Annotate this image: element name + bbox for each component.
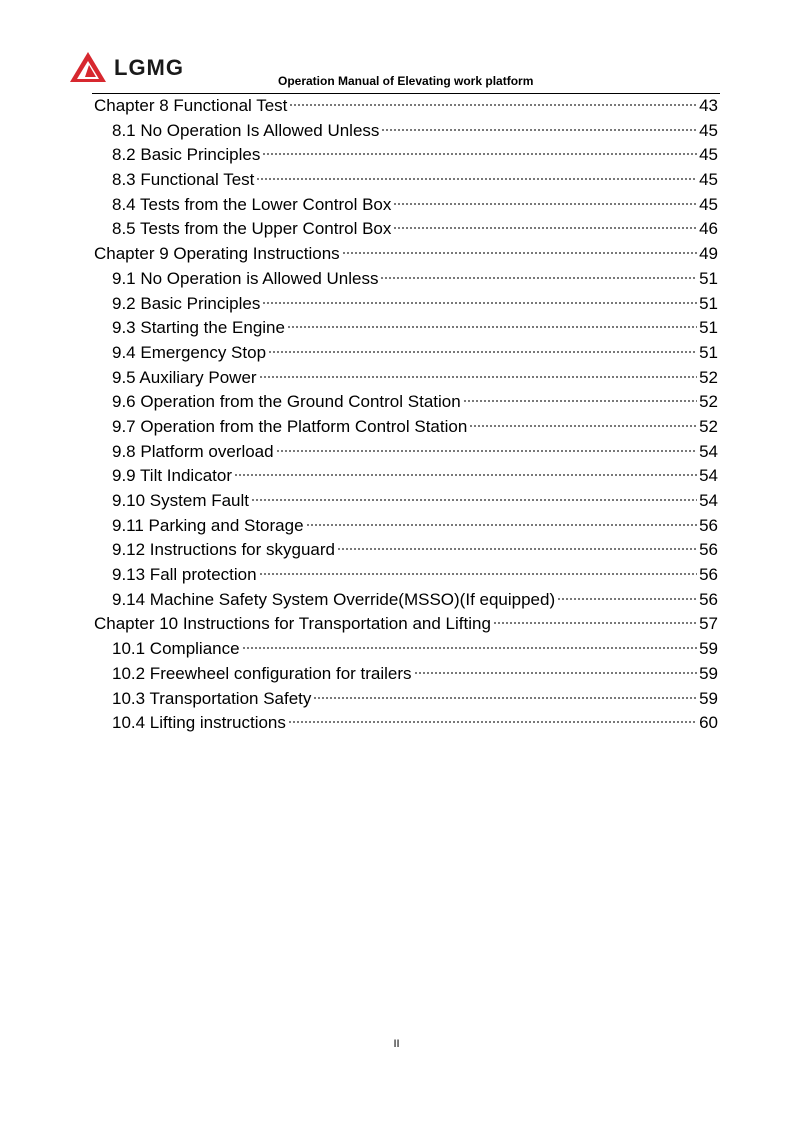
toc-entry-page: 52 [699, 416, 718, 436]
toc-dot-leader [463, 399, 697, 403]
toc-section-entry[interactable] [92, 366, 718, 391]
toc-dot-leader [393, 226, 697, 230]
toc-entry-page: 51 [699, 342, 718, 362]
toc-entry-label: 8.3 Functional Test [112, 170, 255, 190]
toc-entry-page: 54 [699, 441, 718, 461]
toc-dot-leader [469, 424, 697, 428]
toc-section-entry[interactable] [92, 292, 718, 317]
toc-dot-leader [414, 671, 698, 675]
toc-entry-label: 9.6 Operation from the Ground Control Station [112, 392, 461, 412]
toc-entry-label: 9.7 Operation from the Platform Control Station [112, 416, 468, 436]
toc-dot-leader [288, 720, 697, 724]
toc-entry-page: 56 [699, 540, 718, 560]
toc-entry-page: 59 [699, 688, 718, 708]
toc-entry-page: 45 [699, 145, 718, 165]
toc-dot-leader [289, 103, 697, 107]
toc-section-entry[interactable] [92, 217, 718, 242]
toc-entry-page: 56 [699, 565, 718, 585]
toc-dot-leader [380, 276, 697, 280]
toc-entry-label: 9.8 Platform overload [112, 441, 274, 461]
toc-section-entry[interactable] [92, 119, 718, 144]
toc-entry-page: 52 [699, 367, 718, 387]
toc-section-entry[interactable] [92, 316, 718, 341]
toc-dot-leader [234, 473, 697, 477]
toc-entry-page: 51 [699, 318, 718, 338]
toc-section-entry[interactable] [92, 637, 718, 662]
toc-section-entry[interactable] [92, 168, 718, 193]
toc-entry-label: 8.5 Tests from the Upper Control Box [112, 219, 392, 239]
toc-chapter-entry[interactable] [92, 94, 718, 119]
toc-section-entry[interactable] [92, 464, 718, 489]
toc-entry-label: 9.10 System Fault [112, 491, 250, 510]
toc-section-entry[interactable] [92, 341, 718, 366]
toc-entry-page: 52 [699, 392, 718, 412]
toc-entry-label: 9.4 Emergency Stop [112, 342, 267, 362]
toc-dot-leader [259, 572, 697, 576]
toc-dot-leader [287, 325, 697, 329]
toc-section-entry[interactable] [92, 440, 718, 465]
toc-entry-label: 10.3 Transportation Safety [112, 688, 312, 708]
toc-entry-label: Chapter 10 Instructions for Transportation and Lifting [94, 614, 491, 634]
toc-entry-label: 9.12 Instructions for skyguard [112, 540, 336, 560]
toc-section-entry[interactable] [92, 588, 718, 613]
table-of-contents [92, 94, 718, 736]
toc-entry-page: 56 [699, 589, 718, 609]
document-title: Operation Manual of Elevating work platform [278, 74, 534, 88]
toc-entry-label: 9.3 Starting the Engine [112, 318, 285, 338]
toc-chapter-entry[interactable] [92, 612, 718, 637]
toc-dot-leader [276, 449, 697, 453]
toc-section-entry[interactable] [92, 563, 718, 588]
toc-dot-leader [268, 350, 697, 354]
toc-entry-page: 59 [699, 639, 718, 659]
toc-entry-label: 8.1 No Operation Is Allowed Unless [112, 120, 380, 140]
toc-entry-page: 59 [699, 663, 718, 683]
toc-entry-label: Chapter 8 Functional Test [94, 96, 288, 115]
toc-entry-page: 43 [699, 96, 718, 115]
toc-entry-page: 49 [699, 244, 718, 264]
toc-chapter-entry[interactable] [92, 242, 718, 267]
toc-entry-label: 9.11 Parking and Storage [112, 515, 304, 535]
toc-dot-leader [251, 498, 697, 502]
toc-dot-leader [557, 597, 697, 601]
toc-dot-leader [242, 646, 698, 650]
toc-entry-label: 9.2 Basic Principles [112, 293, 261, 313]
toc-entry-label: 10.1 Compliance [112, 639, 240, 659]
toc-entry-label: 9.1 No Operation is Allowed Unless [112, 268, 379, 288]
toc-dot-leader [381, 128, 697, 132]
toc-entry-page: 54 [699, 466, 718, 486]
toc-entry-label: 9.9 Tilt Indicator [112, 466, 233, 486]
toc-entry-label: 10.2 Freewheel configuration for trailers [112, 663, 412, 683]
toc-dot-leader [493, 621, 697, 625]
toc-dot-leader [393, 202, 697, 206]
toc-dot-leader [262, 301, 697, 305]
toc-section-entry[interactable] [92, 538, 718, 563]
toc-section-entry[interactable] [92, 415, 718, 440]
toc-section-entry[interactable] [92, 687, 718, 712]
toc-entry-label: 9.13 Fall protection [112, 565, 257, 585]
toc-dot-leader [259, 375, 698, 379]
toc-entry-page: 56 [699, 515, 718, 535]
lgmg-logo [70, 52, 210, 86]
toc-entry-page: 45 [699, 170, 718, 190]
toc-entry-page: 51 [699, 268, 718, 288]
toc-entry-page: 60 [699, 713, 718, 733]
toc-section-entry[interactable] [92, 662, 718, 687]
toc-entry-label: Chapter 9 Operating Instructions [94, 244, 340, 264]
toc-dot-leader [262, 152, 697, 156]
toc-dot-leader [337, 547, 697, 551]
toc-dot-leader [306, 523, 698, 527]
toc-dot-leader [342, 251, 697, 255]
logo-wordmark: LGMG [114, 55, 184, 80]
toc-section-entry[interactable] [92, 514, 718, 539]
toc-dot-leader [256, 177, 697, 181]
toc-section-entry[interactable] [92, 711, 718, 736]
toc-entry-page: 57 [699, 614, 718, 634]
page-number: II [393, 1038, 400, 1050]
toc-entry-label: 9.14 Machine Safety System Override(MSSO)(If equipped) [112, 589, 556, 609]
toc-entry-page: 51 [699, 293, 718, 313]
toc-section-entry[interactable] [92, 267, 718, 292]
toc-dot-leader [313, 696, 697, 700]
toc-entry-page: 54 [699, 491, 718, 510]
toc-entry-label: 9.5 Auxiliary Power [112, 367, 257, 387]
toc-entry-label: 8.4 Tests from the Lower Control Box [112, 194, 392, 214]
lgmg-logo-icon [70, 52, 110, 82]
toc-section-entry[interactable] [92, 193, 718, 218]
toc-section-entry[interactable] [92, 390, 718, 415]
toc-entry-label: 10.4 Lifting instructions [112, 713, 286, 733]
page-header [70, 52, 720, 94]
toc-section-entry[interactable] [92, 143, 718, 168]
toc-entry-label: 8.2 Basic Principles [112, 145, 261, 165]
toc-entry-page: 45 [699, 120, 718, 140]
toc-entry-page: 45 [699, 194, 718, 214]
toc-entry-page: 46 [699, 219, 718, 239]
toc-section-entry[interactable] [92, 489, 718, 514]
